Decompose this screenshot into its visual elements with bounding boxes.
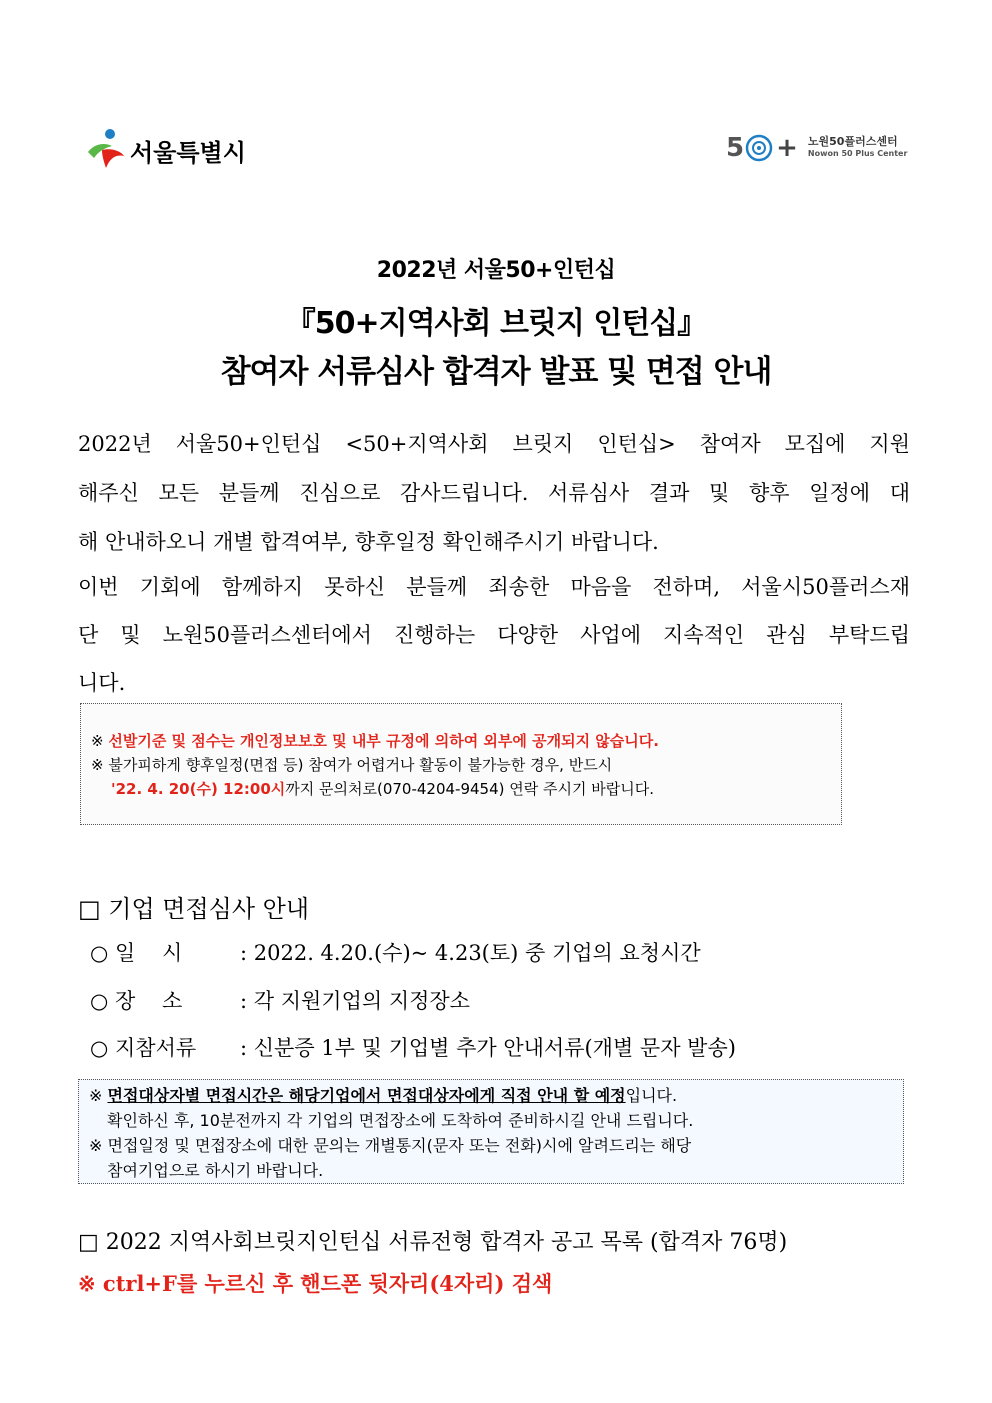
notice2-line-1 <box>89 1083 677 1106</box>
notice-contact-text: 불가피하게 향후일정(면접 등) 참여가 어렵거나 활동이 불가능한 경우, 반드시 <box>108 756 613 774</box>
notice-box-interview <box>78 1079 904 1184</box>
notice-mark: ※ <box>91 732 104 750</box>
notice2-rest-text: 입니다. <box>625 1086 678 1105</box>
notice2-line-3 <box>89 1133 691 1156</box>
row-label: ○ 일 시 <box>90 941 183 965</box>
notice2-line-4: 참여기업으로 하시기 바랍니다. <box>107 1161 324 1180</box>
seoul-city-logo <box>84 126 246 174</box>
interview-row-documents <box>90 1032 736 1062</box>
notice2-line-2: 확인하신 후, 10분전까지 각 기업의 면접장소에 도착하여 준비하시길 안내 드립니다. <box>107 1111 694 1130</box>
notice2-bold-text: 면접대상자별 면접시간은 해당기업에서 면접대상자에게 직접 안내 할 예정 <box>107 1086 626 1105</box>
mark-plus: + <box>776 133 798 163</box>
center-name-english: Nowon 50 Plus Center <box>807 149 908 158</box>
center-name-korean: 노원50플러스센터 <box>807 135 898 148</box>
notice-mark: ※ <box>89 1136 103 1155</box>
row-value: : 2022. 4.20.(수)~ 4.23(토) 중 기업의 요청시간 <box>240 941 701 965</box>
intro-line-5: 단 및 노원50플러스센터에서 진행하는 다양한 사업에 지속적인 관심 부탁드립 <box>78 623 910 647</box>
row-value: : 신분증 1부 및 기업별 추가 안내서류(개별 문자 발송) <box>240 1036 736 1060</box>
notice-mark: ※ <box>91 756 104 774</box>
nowon-50plus-center-logo <box>726 128 907 168</box>
intro-line-1: 2022년 서울50+인턴십 <50+지역사회 브릿지 인턴십> 참여자 모집에 지원 <box>78 432 910 456</box>
notice-mark: ※ <box>89 1086 103 1105</box>
notice-privacy-text: 선발기준 및 점수는 개인정보보호 및 내부 규정에 의하여 외부에 공개되지 않습니다. <box>108 732 659 750</box>
intro-line-3: 해 안내하오니 개별 합격여부, 향후일정 확인해주시기 바랍니다. <box>78 530 659 554</box>
title-line-1: 2022년 서울50+인턴십 <box>376 258 616 283</box>
intro-line-6: 니다. <box>78 671 126 695</box>
row-label: ○ 장 소 <box>90 989 183 1013</box>
50plus-mark <box>726 133 798 163</box>
results-heading: □ 2022 지역사회브릿지인턴십 서류전형 합격자 공고 목록 (합격자 76명) <box>78 1230 788 1255</box>
intro-line-2: 해주신 모든 분들께 진심으로 감사드립니다. 서류심사 결과 및 향후 일정에 대 <box>78 481 910 505</box>
notice-contact-rest: 까지 문의처로(070-4204-9454) 연락 주시기 바랍니다. <box>285 780 654 798</box>
notice-line-3 <box>111 778 654 799</box>
seoul-logo-mark-icon <box>84 126 128 174</box>
center-names <box>808 136 908 160</box>
seoul-logo-text: 서울특별시 <box>130 138 246 167</box>
notice-line-1 <box>91 730 659 751</box>
notice-box-privacy <box>80 703 842 825</box>
interview-row-date <box>90 937 701 967</box>
search-hint: ※ ctrl+F를 누르신 후 핸드폰 뒷자리(4자리) 검색 <box>78 1271 553 1296</box>
notice-deadline: '22. 4. 20(수) 12:00시 <box>111 780 286 798</box>
interview-section-heading: □ 기업 면접심사 안내 <box>78 895 310 923</box>
title-line-3: 참여자 서류심사 합격자 발표 및 면접 안내 <box>220 354 772 390</box>
notice2-inquiry-text: 면접일정 및 면접장소에 대한 문의는 개별통지(문자 또는 전화)시에 알려드리는 해당 <box>107 1136 692 1155</box>
interview-row-place <box>90 985 470 1015</box>
row-label: ○ 지참서류 <box>90 1036 197 1060</box>
mark-five: 5 <box>726 133 745 163</box>
notice-line-2 <box>91 754 612 775</box>
title-line-2: 『50+지역사회 브릿지 인턴십』 <box>285 306 707 341</box>
row-value: : 각 지원기업의 지정장소 <box>240 989 470 1013</box>
intro-line-4: 이번 기회에 함께하지 못하신 분들께 죄송한 마음을 전하며, 서울시50플러스재 <box>78 575 910 599</box>
ring-zero-icon <box>744 133 774 163</box>
